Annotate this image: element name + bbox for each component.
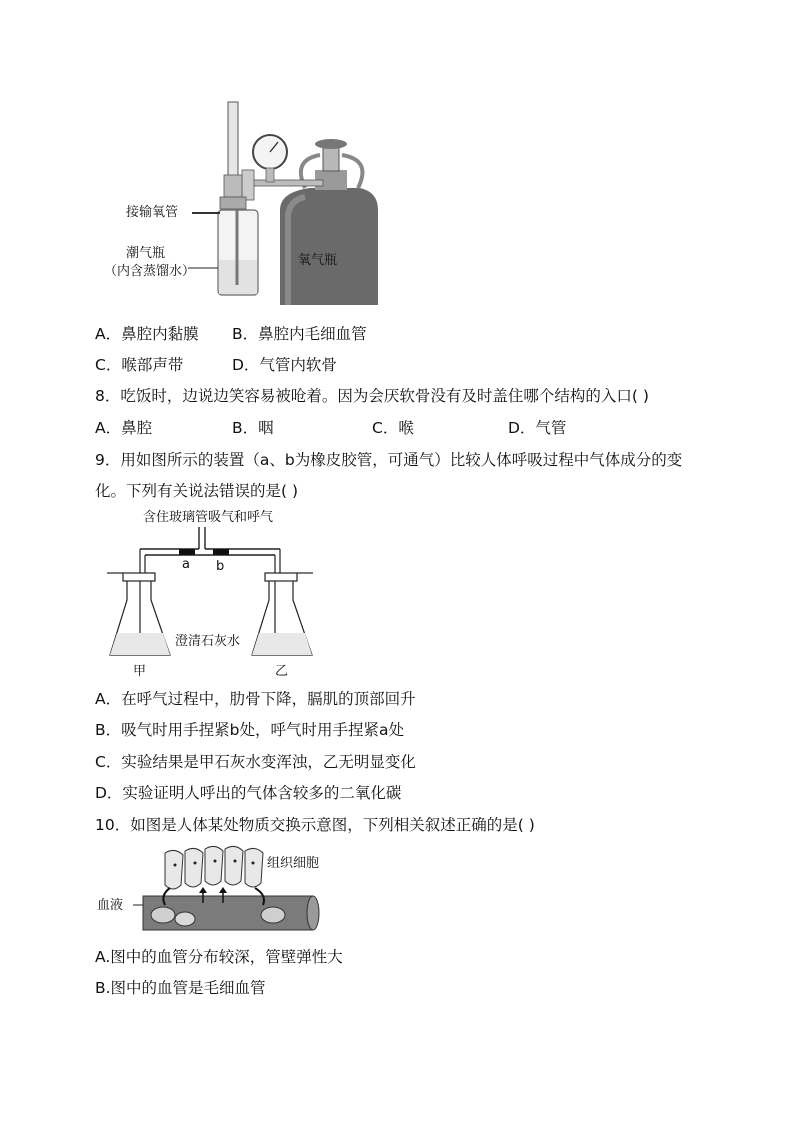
q10-option-a[interactable]: A.图中的血管分布较深，管壁弹性大 — [95, 948, 343, 966]
label-blood: 血液 — [97, 898, 124, 913]
label-mouthpiece: 含住玻璃管吸气和呼气 — [143, 510, 274, 525]
label-tissue-cells: 组织细胞 — [267, 856, 320, 871]
label-oxygen-tank: 氧气瓶 — [298, 253, 338, 268]
q7-option-d[interactable]: D．气管内软骨 — [232, 356, 337, 374]
q9-option-c[interactable]: C．实验结果是甲石灰水变浑浊，乙无明显变化 — [95, 753, 416, 771]
q8-stem: 8．吃饭时，边说边笑容易被呛着。因为会厌软骨没有及时盖住哪个结构的入口( ) — [95, 387, 649, 405]
tissue-exchange-figure — [95, 843, 335, 938]
q8-option-c[interactable]: C．喉 — [372, 419, 414, 437]
q9-option-b[interactable]: B．吸气时用手捏紧b处，呼气时用手捏紧a处 — [95, 721, 404, 739]
label-tube-a: a — [182, 557, 190, 572]
q7-option-a[interactable]: A．鼻腔内黏膜 — [95, 325, 199, 343]
q7-option-b[interactable]: B．鼻腔内毛细血管 — [232, 325, 367, 343]
q9-option-d[interactable]: D．实验证明人呼出的气体含较多的二氧化碳 — [95, 784, 402, 802]
q8-option-b[interactable]: B．咽 — [232, 419, 274, 437]
q10-option-b[interactable]: B.图中的血管是毛细血管 — [95, 979, 266, 997]
q9-stem-line1: 9．用如图所示的装置（a、b为橡皮胶管，可通气）比较人体呼吸过程中气体成分的变 — [95, 451, 683, 469]
q10-stem: 10．如图是人体某处物质交换示意图，下列相关叙述正确的是( ) — [95, 816, 535, 834]
label-limewater: 澄清石灰水 — [175, 634, 241, 649]
label-flask-jia: 甲 — [133, 664, 147, 679]
q9-stem-line2: 化。下列有关说法错误的是( ) — [95, 482, 299, 500]
label-flask-yi: 乙 — [275, 664, 289, 679]
q9-option-a[interactable]: A．在呼气过程中，肋骨下降，膈肌的顶部回升 — [95, 690, 416, 708]
respiration-apparatus-figure — [105, 505, 320, 680]
label-oxygen-tube: 接输氧管 — [126, 205, 179, 220]
q8-option-d[interactable]: D．气管 — [508, 419, 567, 437]
oxygen-apparatus-figure — [104, 100, 390, 305]
label-tube-b: b — [216, 559, 225, 574]
label-humidifier-note: （内含蒸馏水） — [104, 264, 196, 279]
label-humidifier-bottle: 潮气瓶 — [126, 246, 166, 261]
q8-option-a[interactable]: A．鼻腔 — [95, 419, 153, 437]
q7-option-c[interactable]: C．喉部声带 — [95, 356, 184, 374]
